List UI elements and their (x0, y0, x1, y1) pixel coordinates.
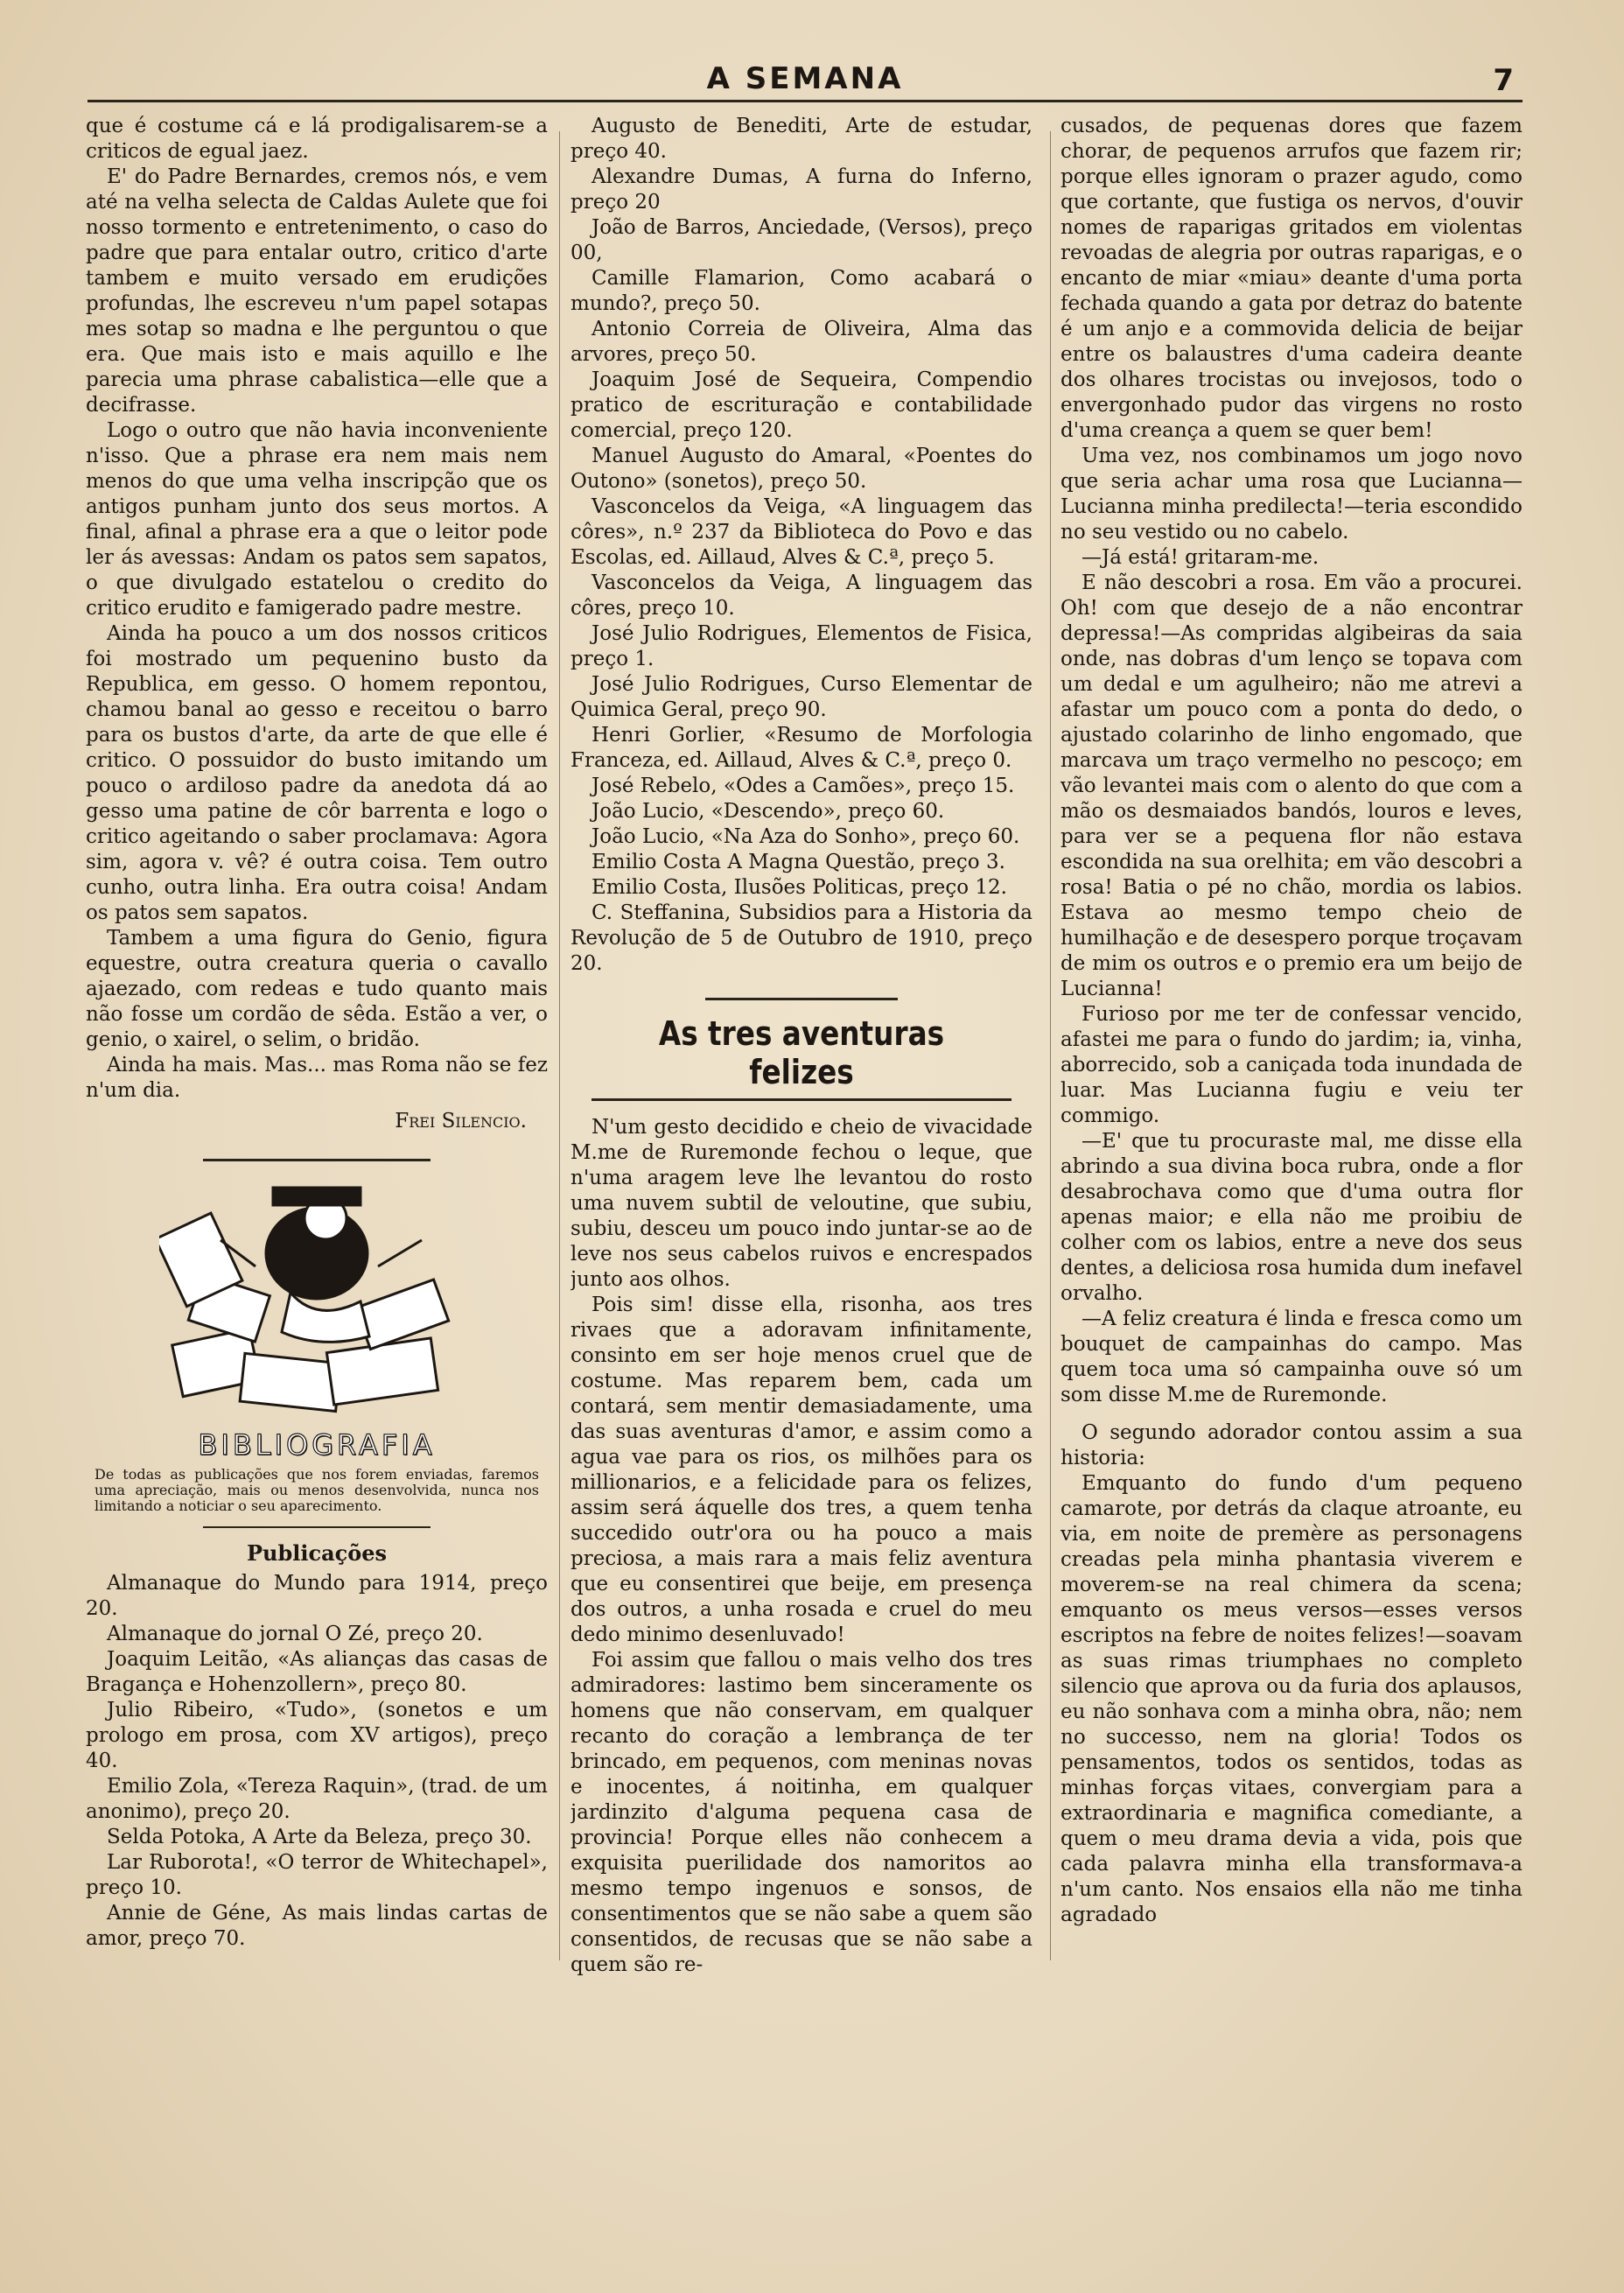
masthead-title: A SEMANA (706, 61, 904, 96)
section-rule (203, 1526, 430, 1528)
column-3 (1060, 114, 1522, 2127)
column-divider (1050, 131, 1051, 1960)
publication-entry: Almanaque do Mundo para 1914, preço 20. (86, 1572, 548, 1620)
paragraph: que é costume cá e lá prodigalisarem-se a criticos de egual jaez. (86, 115, 548, 163)
paragraph: Ainda ha pouco a um dos nossos criticos foi mostrado um pequenino busto da Republica, em gesso. O homem repontou, chamou banal ao gesso e receitou o barro para os bustos d'arte, da arte de que elle é critico. O possuidor do busto imitando um pouco o ardiloso padre da anedota dá ao gesso uma patine de côr barrenta e logo o critico ageitando o saber proclamava: Agora sim, agora v. vê? é outra coisa. Tem outro cunho, outra linha. Era outra coisa! Andam os patos sem sapatos. (86, 622, 548, 924)
story-paragraph: Furioso por me ter de confessar vencido, afastei me para o fundo do jardim; ia, vinha, aborrecido, sob a caniçada toda inundada de luar. Mas Lucianna fugiu e veiu ter commigo. (1060, 1003, 1522, 1127)
bibliography-note: De todas as publicações que nos forem enviadas, faremos uma apreciação, mais ou menos desenvolvida, nunca nos limitando a noticiar o seu aparecimento. (94, 1466, 539, 1514)
story-paragraph: N'um gesto decidido e cheio de vivacidade M.me de Ruremonde fechou o leque, que n'uma aragem leve lhe levantou do rosto uma nuvem subtil de veloutine, que subiu, subiu, desceu um pouco indo juntar-se ao de leve nos seus cabelos ruivos e encrespados junto aos olhos. (570, 1116, 1032, 1291)
publication-entry: Almanaque do jornal O Zé, preço 20. (107, 1623, 483, 1645)
paragraph: E' do Padre Bernardes, cremos nós, e vem até na velha selecta de Caldas Aulete que foi nosso tormento e entretenimento, o caso do padre que para entalar outro, critico d'arte tambem e muito versado em erudições profundas, lhe escreveu n'um papel sotapas mes sotap so madna e lhe perguntou o que era. Que mais isto e mais aquillo e lhe parecia uma phrase cabalistica—elle que a decifrasse. (86, 165, 548, 417)
publication-entry: Augusto de Benediti, Arte de estudar, preço 40. (570, 115, 1032, 163)
publication-entry: Alexandre Dumas, A furna do Inferno, preço 20 (570, 165, 1032, 214)
publication-entry: Emilio Costa, Ilusões Politicas, preço 12. (592, 876, 1007, 899)
column-1 (86, 114, 548, 2127)
paragraph: Tambem a uma figura do Genio, figura equestre, outra creatura queria o cavallo ajaezado, com redeas e tudo quanto mais não fosse um cordão de sêda. Estão a ver, o genio, o xairel, o selim, o bridão. (86, 927, 548, 1051)
publication-entry: Vasconcelos da Veiga, A linguagem das côres, preço 10. (570, 571, 1032, 620)
section-rule (592, 1098, 1012, 1101)
publication-entry: Antonio Correia de Oliveira, Alma das arvores, preço 50. (570, 318, 1032, 366)
paragraph: Ainda ha mais. Mas... mas Roma não se fez n'um dia. (86, 1054, 548, 1102)
publication-entry: João de Barros, Anciedade, (Versos), preço 00, (570, 216, 1032, 264)
section-rule (705, 998, 898, 1000)
publication-entry: Emilio Zola, «Tereza Raquin», (trad. de um anonimo), preço 20. (86, 1775, 548, 1823)
story-paragraph: Foi assim que fallou o mais velho dos tres admiradores: lastimo bem sinceramente os homens que não conservam, em qualquer recanto do coração a lembrança de ter brincado, em pequenos, com meninas novas e inocentes, á noitinha, em qualquer jardinzito d'alguma pequena casa de provincia! Porque elles não conhecem a exquisita puerilidade dos namoritos ao mesmo tempo ingenuos e sonsos, de consentimentos que se não sabe a quem são consentidos, de recusas que se não sabe a quem são re- (570, 1649, 1032, 1976)
story-paragraph: Emquanto do fundo d'um pequeno camarote, por detrás da claque atroante, eu via, em noite de premère as personagens creadas pela minha phantasia viverem e moverem-se na real chimera da scena; emquanto os meus versos—esses versos escriptos na febre de noites felizes!—soavam as suas rimas triumphaes no completo silencio que aprova ou da furia dos aplausos, eu não sonhava com a minha obra, não; nem no successo, nem na gloria! Todos os pensamentos, todos os sentidos, todas as minhas forças vitaes, convergiam para a extraordinaria e magnifica comediante, a quem o meu drama devia a vida, pois que cada palavra minha ella transformava-a n'um canto. Nos ensaios ella não me tinha agradado (1060, 1472, 1522, 1926)
signature: Frei Silencio. (395, 1110, 527, 1132)
story-paragraph: —E' que tu procuraste mal, me disse ella abrindo a sua divina boca rubra, onde a flor desabrochava como que d'uma outra flor apenas maior; e ella não me proibiu de colher com os labios, entre a neve dos seus dentes, a deliciosa rosa humida dum inefavel orvalho. (1060, 1130, 1522, 1305)
story-paragraph: E não descobri a rosa. Em vão a procurei. Oh! com que desejo de a não encontrar depressa!—As compridas algibeiras da saia onde, nas dobras d'um lenço se topava com um dedal e um agulheiro; não me atrevi a afastar um pouco com a ponta do dedo, o ajustado colarinho de linho engomado, que marcava um traço vermelho no pescoço; em vão levantei mais com o alento do que com a mão os desmaiados bandós, louros e leves, para ver se a pequena flor não estava escondida na sua orelhita; em vão descobri a rosa! Batia o pé no chão, mordia os labios. Estava ao mesmo tempo cheio de humilhação e de desespero porque troçavam de mim os outros e o premio era um beijo de Lucianna! (1060, 571, 1522, 1000)
publication-entry: José Rebelo, «Odes a Camões», preço 15. (592, 775, 1015, 797)
publication-entry: João Lucio, «Na Aza do Sonho», preço 60. (592, 825, 1020, 848)
column-2 (570, 114, 1032, 2127)
story-paragraph: Pois sim! disse ella, risonha, aos tres rivaes que a adoravam infinitamente, consinto em ser hoje menos cruel que de costume. Mas reparem bem, cada um contará, sem mentir demasiadamente, uma das suas aventuras d'amor, e assim como a agua vae para os rios, os milhões para os millionarios, e a felicidade para os felizes, assim será áquelle dos tres, a quem tenha succedido outr'ora ou ha pouco a mais preciosa, a mais rara a mais feliz aventura que eu consentirei que beije, em presença dos outros, a unha rosada e cruel do meu dedo minimo desenluvado! (570, 1294, 1032, 1646)
story-paragraph: Uma vez, nos combinamos um jogo novo que seria achar uma rosa que Lucianna—Lucianna minha predilecta!—teria escondido no seu vestido ou no cabelo. (1060, 445, 1522, 543)
publication-entry: José Julio Rodrigues, Curso Elementar de Quimica Geral, preço 90. (570, 673, 1032, 721)
page-header (88, 60, 1522, 102)
column-divider (559, 131, 560, 1960)
bibliography-illustration (159, 1170, 474, 1433)
publications-heading: Publicações (246, 1540, 388, 1566)
section-rule (203, 1159, 430, 1161)
story-paragraph: O segundo adorador contou assim a sua historia: (1060, 1421, 1522, 1469)
publication-entry: Henri Gorlier, «Resumo de Morfologia Franceza, ed. Aillaud, Alves & C.ª, preço 0. (570, 724, 1032, 772)
publication-entry: Vasconcelos da Veiga, «A linguagem das côres», n.º 237 da Biblioteca do Povo e das Escolas, ed. Aillaud, Alves & C.ª, preço 5. (570, 495, 1032, 569)
publication-entry: Joaquim Leitão, «As alianças das casas de Bragança e Hohenzollern», preço 80. (86, 1648, 548, 1696)
publication-entry: Joaquim José de Sequeira, Compendio pratico de escrituração e contabilidade comercial, preço 120. (570, 368, 1032, 442)
publication-entry: Emilio Costa A Magna Questão, preço 3. (592, 851, 1005, 873)
publication-entry: Lar Ruborota!, «O terror de Whitechapel», preço 10. (86, 1851, 548, 1899)
publication-entry: Manuel Augusto do Amaral, «Poentes do Outono» (sonetos), preço 50. (570, 445, 1032, 493)
story-title: As tres aventuras felizes (658, 1014, 945, 1091)
publication-entry: José Julio Rodrigues, Elementos de Fisica, preço 1. (570, 622, 1032, 670)
publication-entry: João Lucio, «Descendo», preço 60. (592, 800, 945, 823)
publication-entry: C. Steffanina, Subsidios para a Historia da Revolução de 5 de Outubro de 1910, preço 20. (570, 901, 1032, 975)
story-paragraph: —A feliz creatura é linda e fresca como um bouquet de campainhas do campo. Mas quem toca uma só campainha ouve só um som disse M.me de Ruremonde. (1060, 1308, 1522, 1406)
publication-entry: Camille Flamarion, Como acabará o mundo?, preço 50. (570, 267, 1032, 315)
publication-entry: Annie de Géne, As mais lindas cartas de amor, preço 70. (86, 1902, 548, 1950)
story-paragraph: cusados, de pequenas dores que fazem chorar, de pequenos arrufos que fazem rir; porque elles ignoram o prazer agudo, como que cortante, que fustiga os nervos, d'ouvir nomes de raparigas gritados em violentas revoadas de alegria por outras raparigas, e o encanto de miar «miau» deante d'uma porta fechada quando a gata por detraz do batente é um anjo e a commovida delicia de beijar entre os balaustres d'uma cadeira deante dos olhares trocistas ou invejosos, todo o envergonhado pudor das virgens no rosto d'uma creança a quem se quer bem! (1060, 115, 1522, 442)
publication-entry: Julio Ribeiro, «Tudo», (sonetos e um prologo em prosa, com XV artigos), preço 40. (86, 1699, 548, 1772)
spacer (1060, 1408, 1522, 1420)
publication-entry: Selda Potoka, A Arte da Beleza, preço 30. (107, 1826, 532, 1848)
bibliography-title: BIBLIOGRAFIA (198, 1428, 436, 1462)
paragraph: Logo o outro que não havia inconveniente n'isso. Que a phrase era nem mais nem menos do que uma velha inscripção que os antigos punham junto dos seus mortos. A final, afinal a phrase era a que o leitor pode ler ás avessas: Andam os patos sem sapatos, o que divulgado estatelou o credito do critico erudito e famigerado padre mestre. (86, 419, 548, 620)
page-number: 7 (1493, 63, 1514, 98)
story-paragraph: —Já está! gritaram-me. (1082, 546, 1320, 569)
